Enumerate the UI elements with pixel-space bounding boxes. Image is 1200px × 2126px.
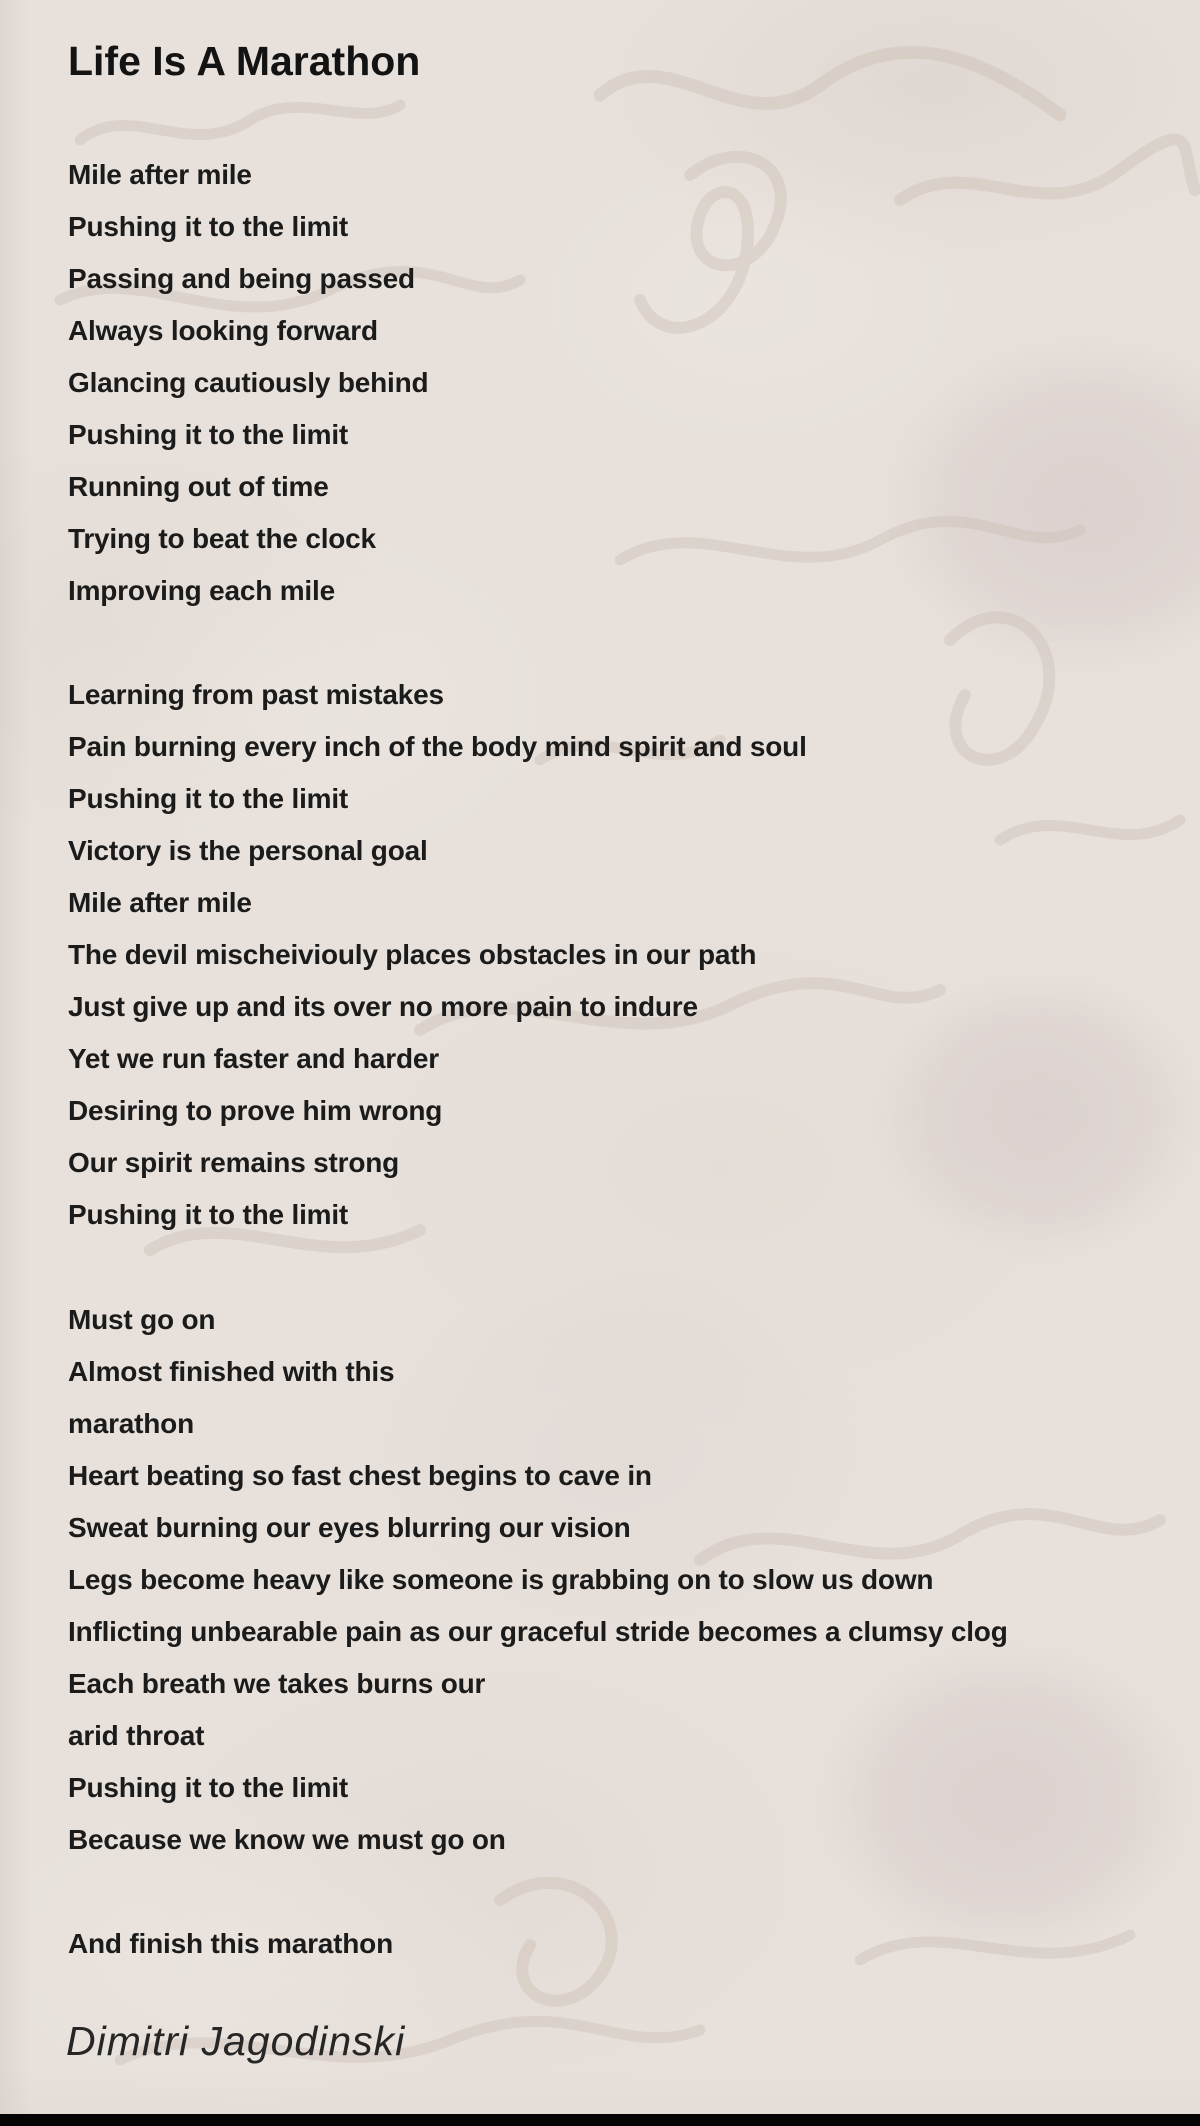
poem-stanza bbox=[68, 149, 428, 617]
poem-line: marathon bbox=[68, 1408, 194, 1439]
poem-line: Pushing it to the limit bbox=[68, 419, 349, 450]
poem-line: Trying to beat the clock bbox=[68, 523, 376, 554]
poem-line: Mile after mile bbox=[68, 159, 252, 190]
poem-stanza bbox=[68, 1918, 393, 1970]
poem-line: Heart beating so fast chest begins to cave in bbox=[68, 1460, 652, 1491]
poem-line: Passing and being passed bbox=[68, 263, 415, 294]
poem-line: Running out of time bbox=[68, 471, 329, 502]
poem-line: Desiring to prove him wrong bbox=[68, 1095, 443, 1126]
stain-blob bbox=[870, 965, 1200, 1265]
poem-line: arid throat bbox=[68, 1720, 205, 1751]
poem-line: Legs become heavy like someone is grabbing on to slow us down bbox=[68, 1564, 934, 1595]
poem-line: Always looking forward bbox=[68, 315, 378, 346]
poem-line: Mile after mile bbox=[68, 887, 252, 918]
poem-line: Must go on bbox=[68, 1304, 216, 1335]
poem-title: Life Is A Marathon bbox=[68, 38, 421, 84]
poem-line: Victory is the personal goal bbox=[68, 835, 428, 866]
poem-line: And finish this marathon bbox=[68, 1928, 393, 1959]
poem-line: Inflicting unbearable pain as our graceful stride becomes a clumsy clog bbox=[68, 1616, 1008, 1647]
poem-stanza bbox=[68, 669, 807, 1241]
poem-line: Sweat burning our eyes blurring our vision bbox=[68, 1512, 631, 1543]
poem-line: Improving each mile bbox=[68, 575, 335, 606]
poem-line: Yet we run faster and harder bbox=[68, 1043, 439, 1074]
poem-stanza bbox=[68, 1294, 1008, 1866]
poem-line: Just give up and its over no more pain to indure bbox=[68, 991, 698, 1022]
poem-line: Learning from past mistakes bbox=[68, 679, 444, 710]
poem-line: Our spirit remains strong bbox=[68, 1147, 400, 1178]
poem-line: Pain burning every inch of the body mind spirit and soul bbox=[68, 731, 807, 762]
poem-line: Pushing it to the limit bbox=[68, 211, 349, 242]
poem-line: Pushing it to the limit bbox=[68, 783, 349, 814]
poem-line: The devil mischeiviouly places obstacles in our path bbox=[68, 939, 757, 970]
poem-line: Pushing it to the limit bbox=[68, 1199, 349, 1230]
poem-line: Each breath we takes burns our bbox=[68, 1668, 486, 1699]
author-signature: Dimitri Jagodinski bbox=[66, 2018, 406, 2064]
poem-line: Almost finished with this bbox=[68, 1356, 395, 1387]
poem-line: Glancing cautiously behind bbox=[68, 367, 429, 398]
poem-line: Pushing it to the limit bbox=[68, 1772, 349, 1803]
bottom-bar bbox=[0, 2114, 1200, 2126]
poem-line: Because we know we must go on bbox=[68, 1824, 506, 1855]
